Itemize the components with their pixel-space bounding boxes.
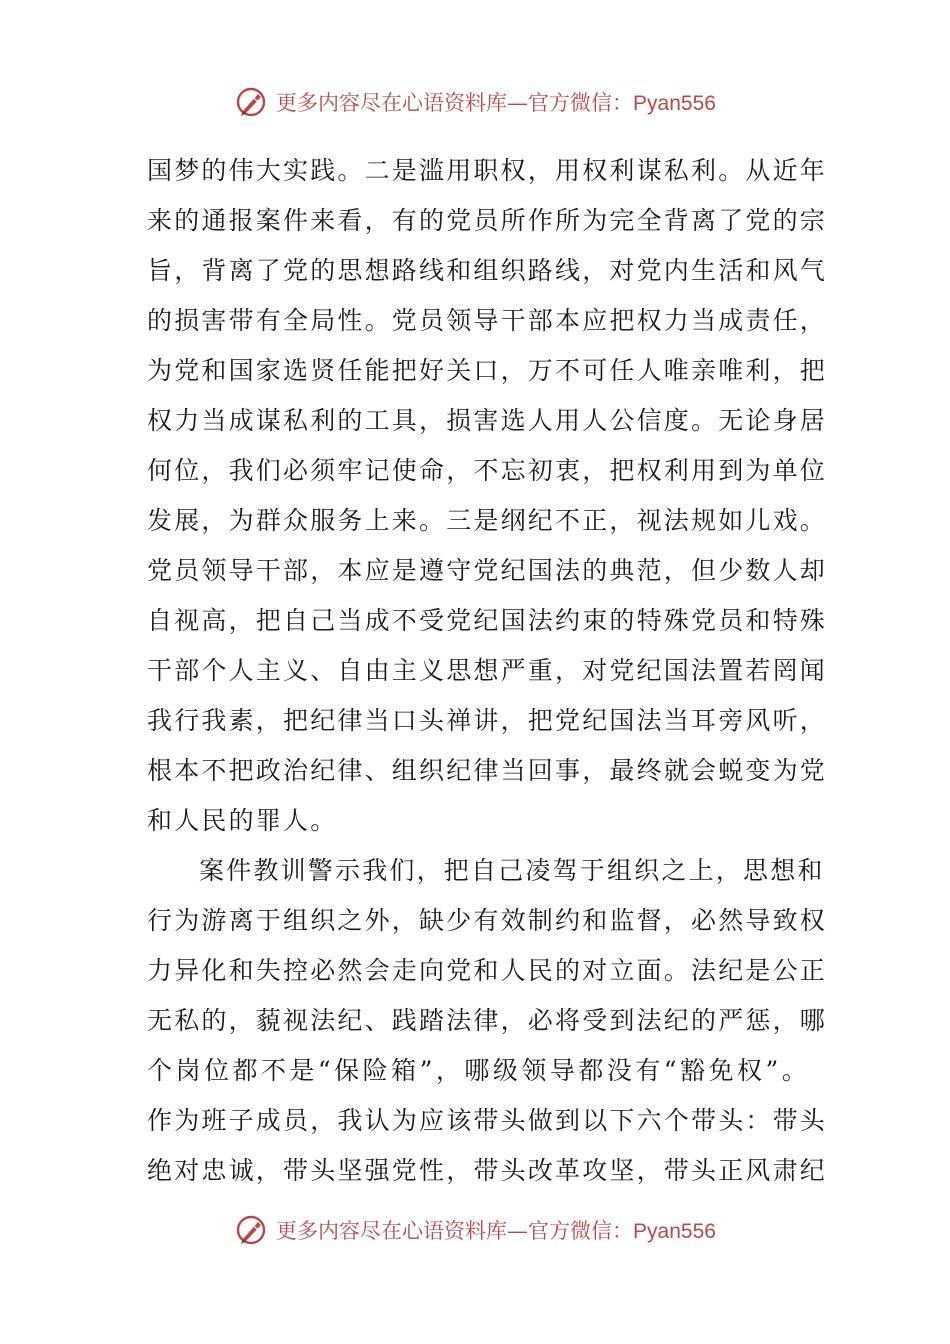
body-line: 干部个人主义、自由主义思想严重，对党纪国法置若罔闻 xyxy=(147,656,828,685)
body-line: 权力当成谋私利的工具，损害选人用人公信度。无论身居 xyxy=(147,406,828,435)
body-line: 绝对忠诚，带头坚强党性，带头改革攻坚，带头正风肃纪 xyxy=(147,1156,828,1185)
body-line: 行为游离于组织之外，缺少有效制约和监督，必然导致权 xyxy=(147,906,828,935)
body-line: 何位，我们必须牢记使命，不忘初衷，把权利用到为单位 xyxy=(147,456,828,485)
body-line: 力异化和失控必然会走向党和人民的对立面。法纪是公正 xyxy=(147,956,828,985)
header-wechat-id: Pyan556 xyxy=(633,92,716,115)
footer-banner xyxy=(0,1210,950,1250)
pen-logo-icon xyxy=(234,1213,268,1247)
footer-banner-text xyxy=(276,1215,716,1245)
body-line: 党员领导干部，本应是遵守党纪国法的典范，但少数人却 xyxy=(147,556,828,585)
body-line: 无私的，藐视法纪、践踏法律，必将受到法纪的严惩，哪 xyxy=(147,1006,828,1035)
body-line: 我行我素，把纪律当口头禅讲，把党纪国法当耳旁风听， xyxy=(147,706,828,735)
body-line: 自视高，把自己当成不受党纪国法约束的特殊党员和特殊 xyxy=(147,606,828,635)
body-line: 来的通报案件来看，有的党员所作所为完全背离了党的宗 xyxy=(147,206,828,235)
body-line: 的损害带有全局性。党员领导干部本应把权力当成责任， xyxy=(147,306,828,335)
header-banner-label: 更多内容尽在心语资料库—官方微信： xyxy=(276,91,634,115)
header-banner xyxy=(0,82,950,122)
footer-wechat-id: Pyan556 xyxy=(633,1220,716,1243)
body-line: 作为班子成员，我认为应该带头做到以下六个带头：带头 xyxy=(147,1106,828,1135)
body-line: 根本不把政治纪律、组织纪律当回事，最终就会蜕变为党 xyxy=(147,756,828,785)
body-line: 为党和国家选贤任能把好关口，万不可任人唯亲唯利，把 xyxy=(147,356,828,385)
body-line: 个岗位都不是“保险箱”，哪级领导都没有“豁免权”。 xyxy=(147,1056,809,1085)
body-line: 发展，为群众服务上来。三是纲纪不正，视法规如儿戏。 xyxy=(147,506,828,535)
body-line: 旨，背离了党的思想路线和组织路线，对党内生活和风气 xyxy=(147,256,828,285)
footer-banner-label: 更多内容尽在心语资料库—官方微信： xyxy=(276,1219,634,1243)
body-line: 国梦的伟大实践。二是滥用职权，用权利谋私利。从近年 xyxy=(147,156,828,185)
paragraph-end-line: 和人民的罪人。 xyxy=(147,806,338,835)
document-body xyxy=(147,146,828,1196)
paragraph-first-line: 案件教训警示我们，把自己凌驾于组织之上，思想和 xyxy=(199,856,825,885)
pen-logo-icon xyxy=(234,85,268,119)
header-banner-text xyxy=(276,87,716,117)
